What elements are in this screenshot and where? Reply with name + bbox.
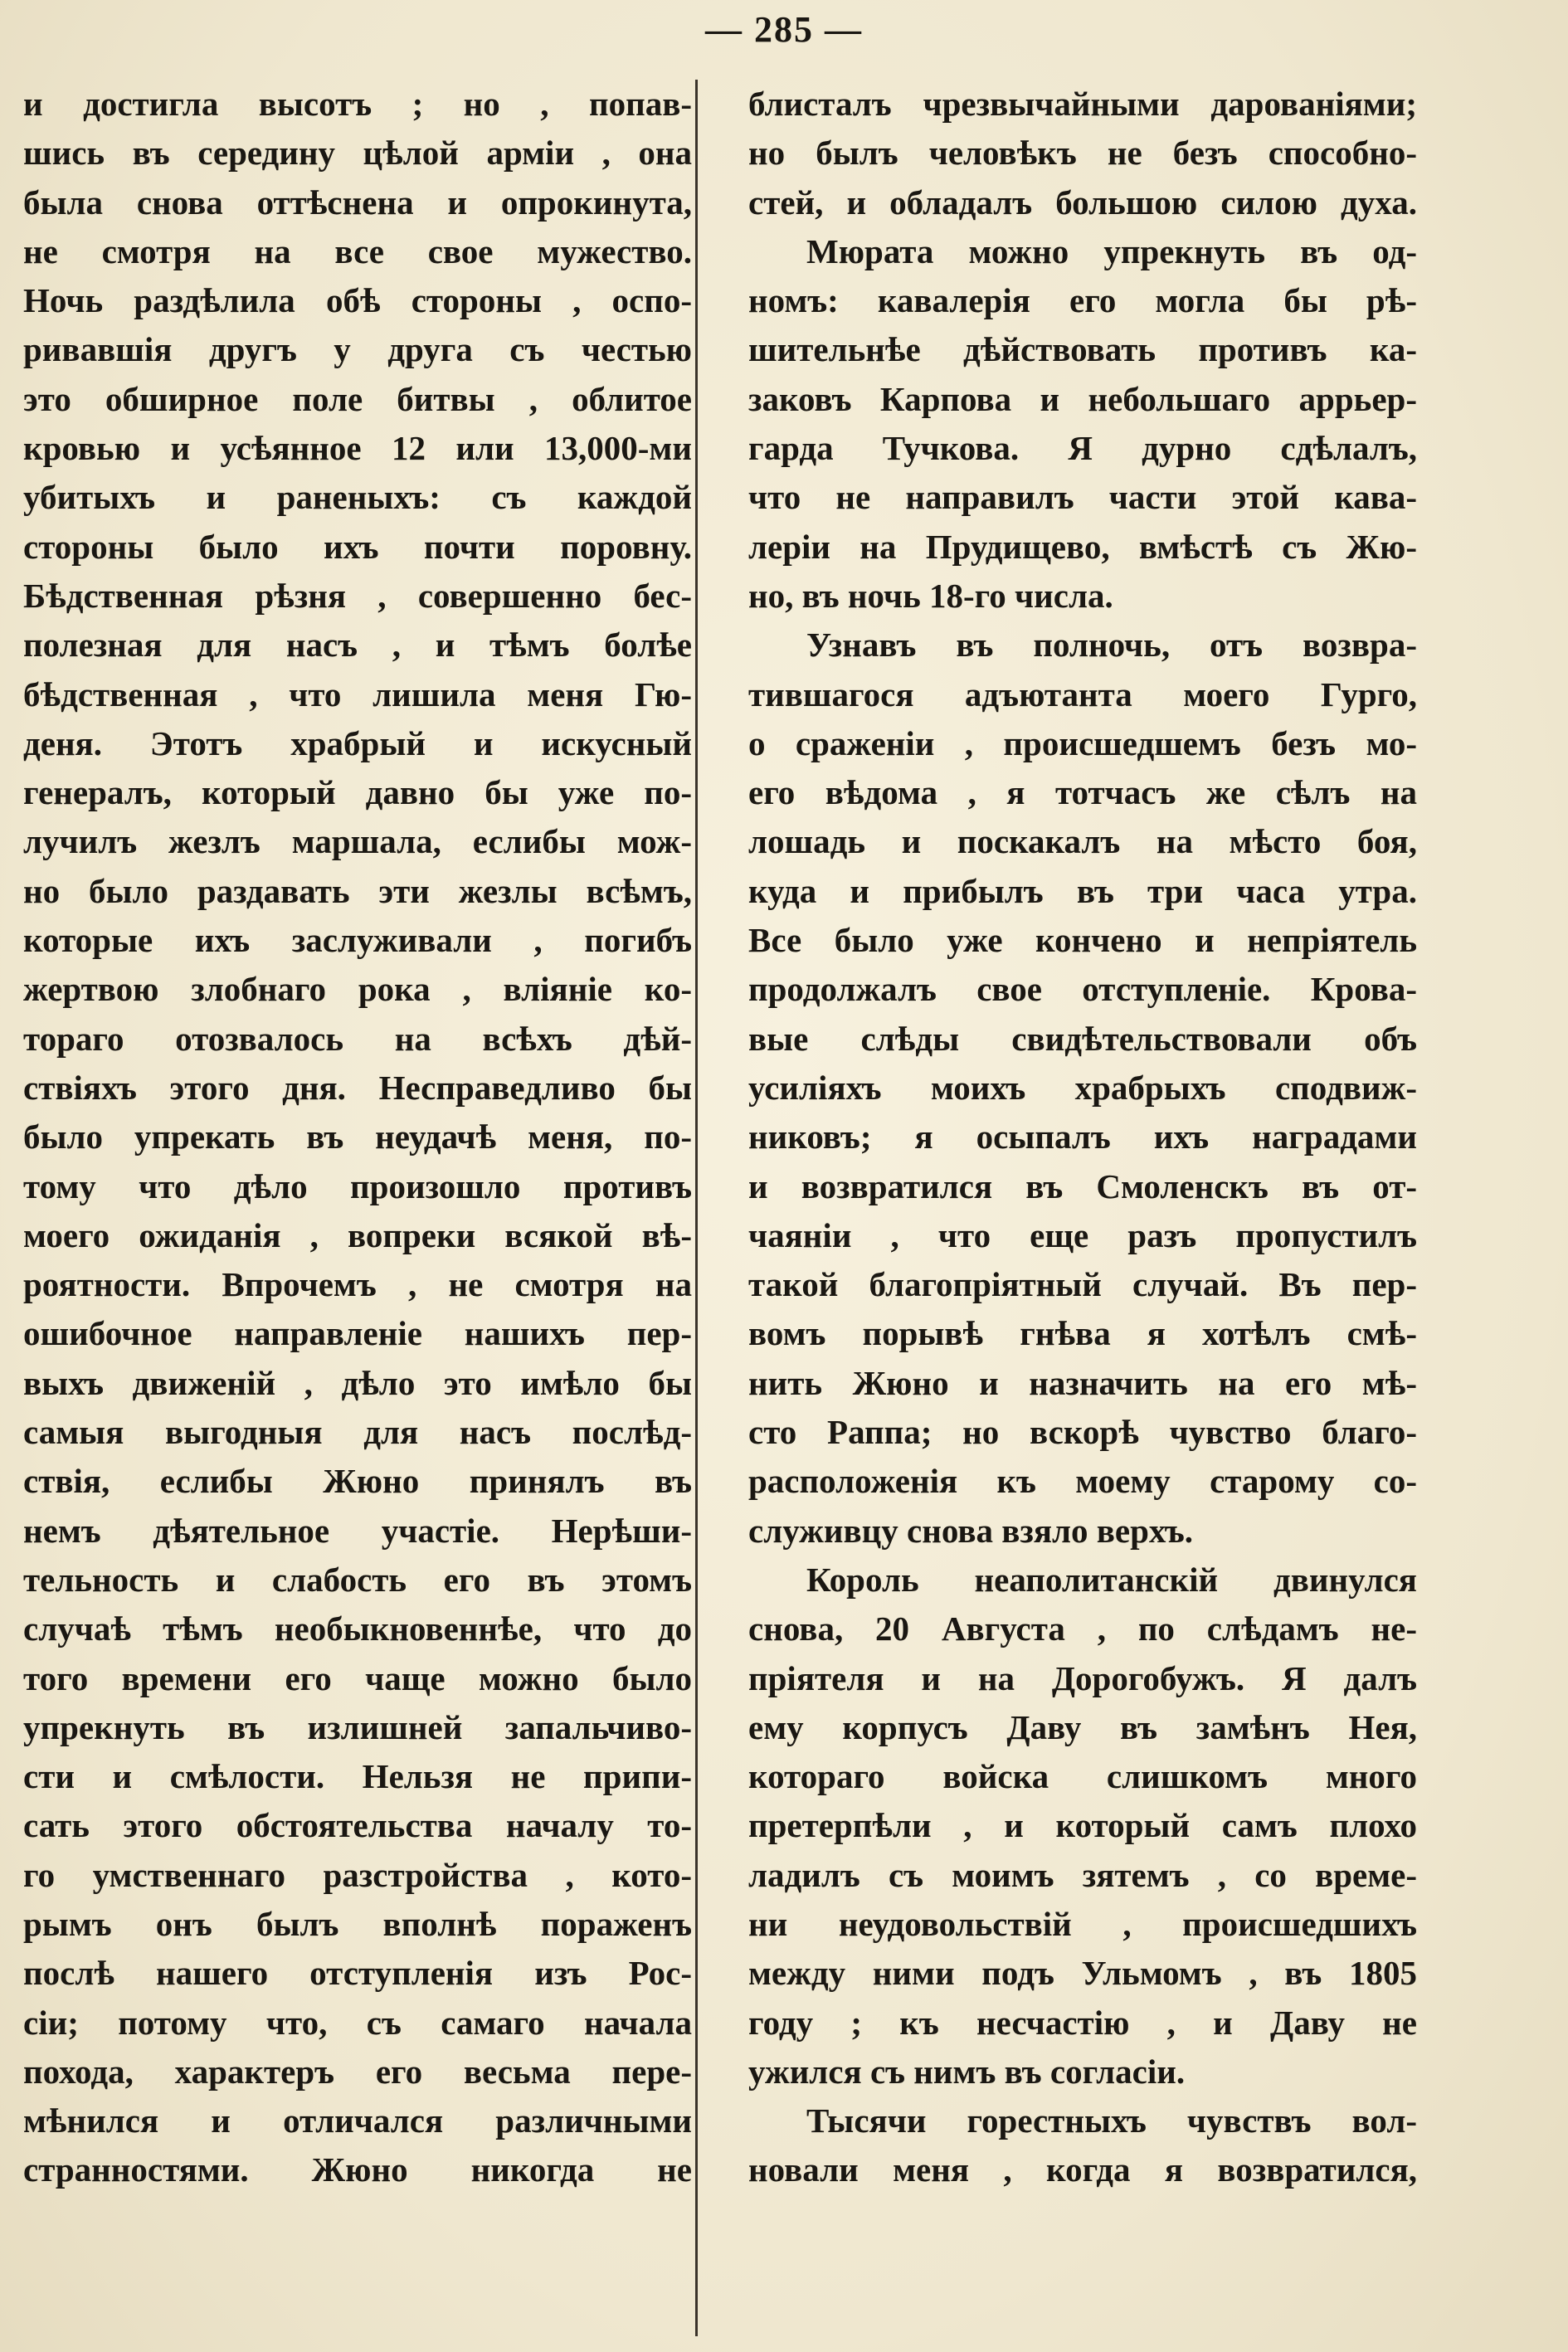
text-line: лошадь и поскакалъ на мѣсто боя,	[748, 822, 1417, 861]
text-line: котораго войска слишкомъ много	[748, 1757, 1417, 1796]
text-line: жертвою злобнаго рока , вліяніе ко-	[23, 970, 692, 1009]
left-column	[23, 80, 692, 2336]
text-line: чаяніи , что еще разъ пропустилъ	[748, 1215, 1417, 1254]
text-line: продолжалъ свое отступленіе. Крова-	[748, 970, 1417, 1009]
text-line: заковъ Карпова и небольшаго аррьер-	[748, 379, 1417, 418]
text-line: тельность и слабость его въ этомъ	[23, 1560, 692, 1599]
paragraph-start-line: Тысячи горестныхъ чувствъ вол-	[806, 2101, 1417, 2140]
text-line: выхъ движеній , дѣло это имѣло бы	[23, 1363, 692, 1402]
text-line: ошибочное направленіе нашихъ пер-	[23, 1314, 692, 1353]
text-line: мѣнился и отличался различными	[23, 2101, 692, 2140]
text-line: о сраженіи , происшедшемъ безъ мо-	[748, 723, 1417, 762]
text-line: леріи на Прудищево, вмѣстѣ съ Жю-	[748, 527, 1417, 566]
text-line: странностями. Жюно никогда не	[23, 2150, 692, 2189]
text-line: сти и смѣлости. Нельзя не припи-	[23, 1757, 692, 1796]
text-line: ривавшія другъ у друга съ честью	[23, 330, 692, 369]
text-line: нить Жюно и назначить на его мѣ-	[748, 1363, 1417, 1402]
text-line: сіи; потому что, съ самаго начала	[23, 2003, 692, 2042]
text-line: сто Раппа; но вскорѣ чувство благо-	[748, 1413, 1417, 1452]
paragraph-start-line: Мюрата можно упрекнуть въ од-	[806, 231, 1417, 270]
text-line: было упрекать въ неудачѣ меня, по-	[23, 1118, 692, 1157]
text-line: Ночь раздѣлила обѣ стороны , оспо-	[23, 281, 692, 320]
text-line: упрекнуть въ излишней запальчиво-	[23, 1707, 692, 1746]
text-line: что не направилъ части этой кава-	[748, 478, 1417, 517]
paragraph-end-line: но, въ ночь 18-го числа.	[748, 576, 1113, 615]
text-line: снова, 20 Августа , по слѣдамъ не-	[748, 1609, 1417, 1648]
text-line: роятности. Впрочемъ , не смотря на	[23, 1265, 692, 1304]
text-line: усиліяхъ моихъ храбрыхъ сподвиж-	[748, 1068, 1417, 1107]
text-line: это обширное поле битвы , облитое	[23, 379, 692, 418]
text-line: ладилъ съ моимъ зятемъ , со време-	[748, 1855, 1417, 1894]
text-line: убитыхъ и раненыхъ: съ каждой	[23, 478, 692, 517]
text-line: ни неудовольствій , происшедшихъ	[748, 1904, 1417, 1943]
text-line: стороны было ихъ почти поровну.	[23, 527, 692, 566]
text-line: тившагося адъютанта моего Гурго,	[748, 674, 1417, 713]
text-line: вомъ порывѣ гнѣва я хотѣлъ смѣ-	[748, 1314, 1417, 1353]
right-column	[748, 80, 1417, 2336]
text-line: похода, характеръ его весьма пере-	[23, 2052, 692, 2091]
text-line: деня. Этотъ храбрый и искусный	[23, 723, 692, 762]
text-line: никовъ; я осыпалъ ихъ наградами	[748, 1118, 1417, 1157]
text-line: шись въ середину цѣлой арміи , она	[23, 134, 692, 173]
text-line: самыя выгодныя для насъ послѣд-	[23, 1413, 692, 1452]
text-line: моего ожиданія , вопреки всякой вѣ-	[23, 1215, 692, 1254]
text-line: куда и прибылъ въ три часа утра.	[748, 871, 1417, 910]
text-line: случаѣ тѣмъ необыкновеннѣе, что до	[23, 1609, 692, 1648]
paragraph-start-line: Король неаполитанскій двинулся	[806, 1560, 1417, 1599]
text-line: была снова оттѣснена и опрокинута,	[23, 183, 692, 222]
text-line: тораго отозвалось на всѣхъ дѣй-	[23, 1019, 692, 1058]
text-line: году ; къ несчастію , и Даву не	[748, 2003, 1417, 2042]
text-line: его вѣдома , я тотчасъ же сѣлъ на	[748, 773, 1417, 812]
text-line: го умственнаго разстройства , кото-	[23, 1855, 692, 1894]
text-line: лучилъ жезлъ маршала, еслибы мож-	[23, 822, 692, 861]
paragraph-start-line: Узнавъ въ полночь, отъ возвра-	[806, 626, 1417, 665]
column-divider	[695, 80, 698, 2336]
text-line: но было раздавать эти жезлы всѣмъ,	[23, 871, 692, 910]
text-line: расположенія къ моему старому со-	[748, 1462, 1417, 1501]
text-line: кровью и усѣянное 12 или 13,000-ми	[23, 429, 692, 468]
text-line: которые ихъ заслуживали , погибъ	[23, 921, 692, 960]
text-line: блисталъ чрезвычайными дарованіями;	[748, 85, 1417, 123]
text-line: немъ дѣятельное участіе. Нерѣши-	[23, 1511, 692, 1550]
text-line: новали меня , когда я возвратился,	[748, 2150, 1417, 2189]
text-line: послѣ нашего отступленія изъ Рос-	[23, 1954, 692, 1993]
text-line: тому что дѣло произошло противъ	[23, 1166, 692, 1205]
text-line: стей, и обладалъ большою силою духа.	[748, 183, 1417, 222]
text-line: вые слѣды свидѣтельствовали объ	[748, 1019, 1417, 1058]
text-line: номъ: кавалерія его могла бы рѣ-	[748, 281, 1417, 320]
text-line: такой благопріятный случай. Въ пер-	[748, 1265, 1417, 1304]
text-line: ствія, еслибы Жюно принялъ въ	[23, 1462, 692, 1501]
text-line: претерпѣли , и который самъ плохо	[748, 1806, 1417, 1845]
paragraph-end-line: ужился съ нимъ въ согласіи.	[748, 2052, 1186, 2091]
text-line: ему корпусъ Даву въ замѣнъ Нея,	[748, 1707, 1417, 1746]
text-line: шительнѣе дѣйствовать противъ ка-	[748, 330, 1417, 369]
text-line: ствіяхъ этого дня. Несправедливо бы	[23, 1068, 692, 1107]
text-line: того времени его чаще можно было	[23, 1658, 692, 1697]
text-line: не смотря на все свое мужество.	[23, 231, 692, 270]
text-line: но былъ человѣкъ не безъ способно-	[748, 134, 1417, 173]
text-line: гарда Тучкова. Я дурно сдѣлалъ,	[748, 429, 1417, 468]
text-line: и возвратился въ Смоленскъ въ от-	[748, 1166, 1417, 1205]
page-number: — 285 —	[705, 9, 863, 50]
text-line: генералъ, который давно бы уже по-	[23, 773, 692, 812]
text-line: бѣдственная , что лишила меня Гю-	[23, 674, 692, 713]
text-line: Бѣдственная рѣзня , совершенно бес-	[23, 576, 692, 615]
text-line: сать этого обстоятельства началу то-	[23, 1806, 692, 1845]
text-line: пріятеля и на Дорогобужъ. Я далъ	[748, 1658, 1417, 1697]
text-line: рымъ онъ былъ вполнѣ пораженъ	[23, 1904, 692, 1943]
paragraph-end-line: служивцу снова взяло верхъ.	[748, 1511, 1194, 1550]
text-line: полезная для насъ , и тѣмъ болѣе	[23, 626, 692, 665]
text-line: и достигла высотъ ; но , попав-	[23, 85, 692, 123]
text-line: между ними подъ Ульмомъ , въ 1805	[748, 1954, 1417, 1993]
text-line: Все было уже кончено и непріятель	[748, 921, 1417, 960]
